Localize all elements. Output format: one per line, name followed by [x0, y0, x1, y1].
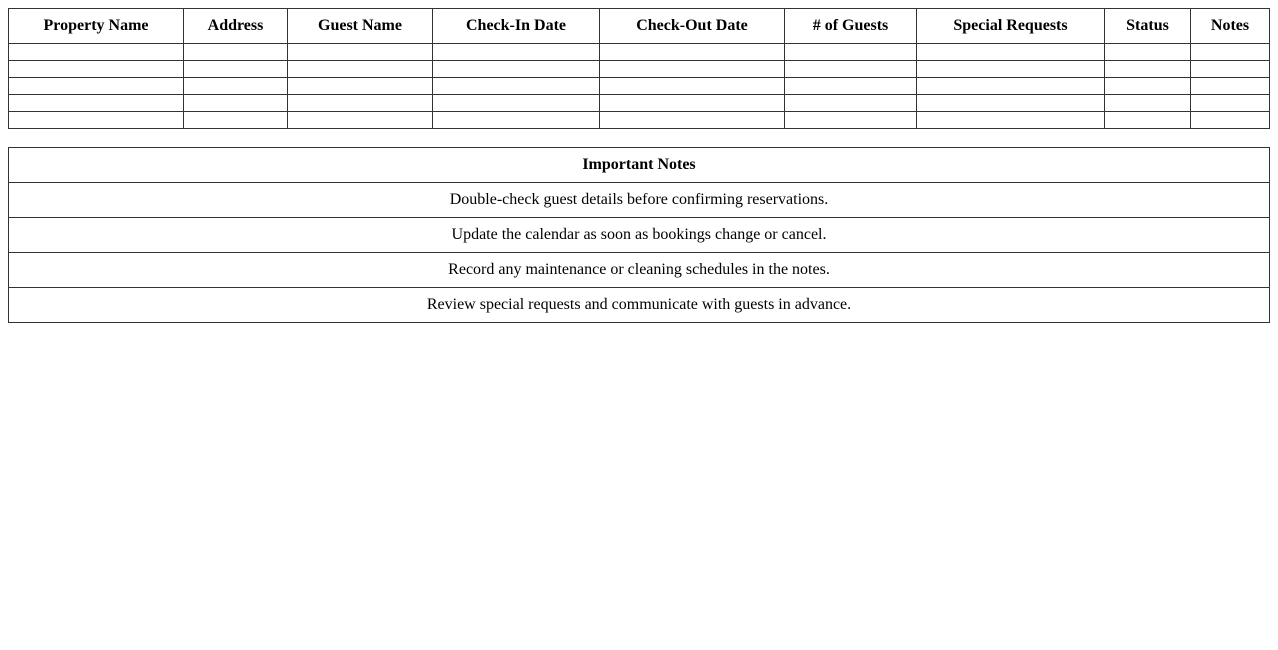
table-row: [9, 78, 1270, 95]
table-cell[interactable]: [184, 78, 288, 95]
table-cell[interactable]: [600, 78, 785, 95]
column-header-check-out-date: Check-Out Date: [600, 9, 785, 44]
table-cell[interactable]: [917, 112, 1105, 129]
table-cell[interactable]: [600, 95, 785, 112]
table-cell[interactable]: [288, 61, 433, 78]
table-row: [9, 112, 1270, 129]
table-cell[interactable]: [785, 78, 917, 95]
note-item: Review special requests and communicate with guests in advance.: [9, 288, 1270, 323]
column-header-notes: Notes: [1191, 9, 1270, 44]
note-row: [9, 218, 1270, 253]
table-cell[interactable]: [9, 78, 184, 95]
table-row: [9, 95, 1270, 112]
table-cell[interactable]: [1191, 78, 1270, 95]
table-cell[interactable]: [785, 112, 917, 129]
table-cell[interactable]: [288, 44, 433, 61]
table-cell[interactable]: [600, 112, 785, 129]
table-cell[interactable]: [1191, 112, 1270, 129]
table-cell[interactable]: [785, 61, 917, 78]
table-cell[interactable]: [433, 78, 600, 95]
table-cell[interactable]: [9, 112, 184, 129]
column-header-special-requests: Special Requests: [917, 9, 1105, 44]
table-cell[interactable]: [433, 61, 600, 78]
note-row: [9, 183, 1270, 218]
table-cell[interactable]: [917, 44, 1105, 61]
table-cell[interactable]: [433, 112, 600, 129]
table-cell[interactable]: [1191, 61, 1270, 78]
table-cell[interactable]: [9, 61, 184, 78]
table-cell[interactable]: [288, 95, 433, 112]
note-row: [9, 253, 1270, 288]
column-header-guest-name: Guest Name: [288, 9, 433, 44]
table-cell[interactable]: [9, 44, 184, 61]
note-row: [9, 288, 1270, 323]
table-cell[interactable]: [917, 61, 1105, 78]
table-cell[interactable]: [785, 44, 917, 61]
table-cell[interactable]: [288, 112, 433, 129]
important-notes-table: [8, 147, 1270, 323]
table-cell[interactable]: [433, 95, 600, 112]
table-cell[interactable]: [1105, 61, 1191, 78]
column-header-address: Address: [184, 9, 288, 44]
booking-table: [8, 8, 1270, 129]
column-header-property-name: Property Name: [9, 9, 184, 44]
table-cell[interactable]: [184, 95, 288, 112]
column-header-status: Status: [1105, 9, 1191, 44]
table-cell[interactable]: [184, 44, 288, 61]
table-cell[interactable]: [1191, 95, 1270, 112]
note-item: Record any maintenance or cleaning schedules in the notes.: [9, 253, 1270, 288]
note-item: Update the calendar as soon as bookings change or cancel.: [9, 218, 1270, 253]
table-cell[interactable]: [600, 61, 785, 78]
table-cell[interactable]: [433, 44, 600, 61]
column-header-check-in-date: Check-In Date: [433, 9, 600, 44]
table-cell[interactable]: [1105, 95, 1191, 112]
table-cell[interactable]: [917, 95, 1105, 112]
notes-header-row: [9, 148, 1270, 183]
table-cell[interactable]: [917, 78, 1105, 95]
table-cell[interactable]: [184, 61, 288, 78]
table-cell[interactable]: [9, 95, 184, 112]
column-header-num-guests: # of Guests: [785, 9, 917, 44]
table-cell[interactable]: [785, 95, 917, 112]
table-cell[interactable]: [288, 78, 433, 95]
table-cell[interactable]: [1105, 112, 1191, 129]
table-row: [9, 61, 1270, 78]
notes-title: Important Notes: [9, 148, 1270, 183]
table-row: [9, 44, 1270, 61]
note-item: Double-check guest details before confirming reservations.: [9, 183, 1270, 218]
table-cell[interactable]: [1191, 44, 1270, 61]
table-cell[interactable]: [1105, 44, 1191, 61]
table-cell[interactable]: [1105, 78, 1191, 95]
header-row: [9, 9, 1270, 44]
table-cell[interactable]: [600, 44, 785, 61]
table-cell[interactable]: [184, 112, 288, 129]
